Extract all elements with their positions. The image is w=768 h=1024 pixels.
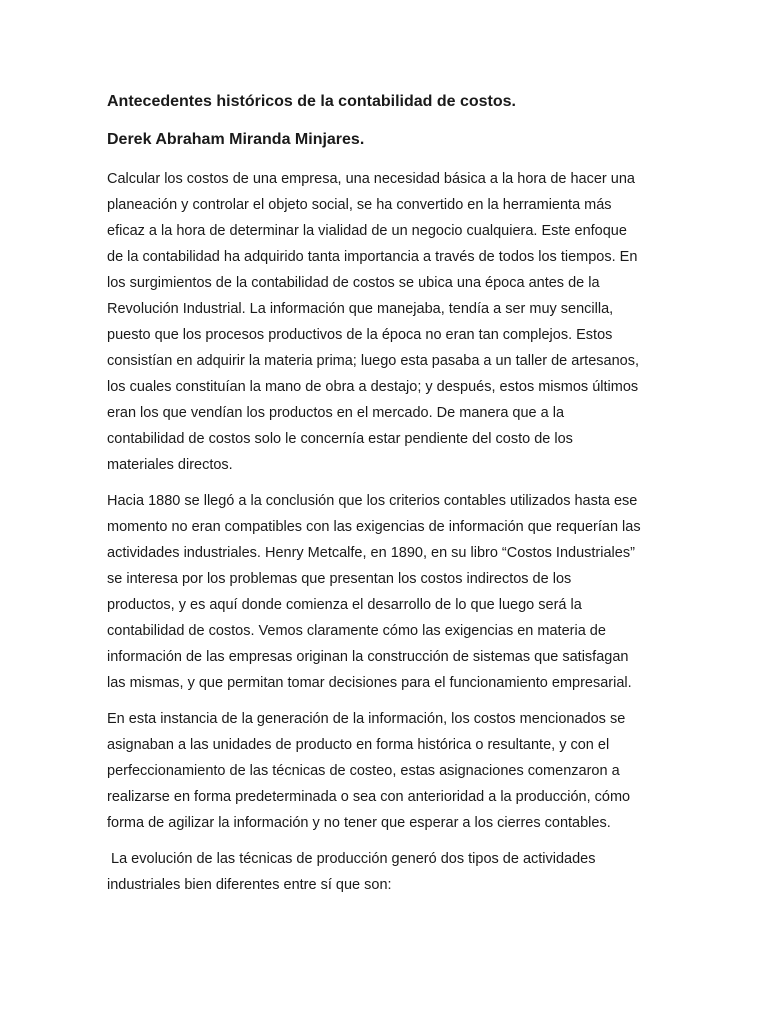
document-author: Derek Abraham Miranda Minjares. [107,131,365,148]
paragraph-line: Hacia 1880 se llegó a la conclusión que los criterios contables utilizados hasta ese [107,493,638,509]
paragraph-line: contabilidad de costos. Vemos claramente cómo las exigencias en materia de [107,623,606,639]
paragraph-line: industriales bien diferentes entre sí que son: [107,877,392,893]
paragraph-line: En esta instancia de la generación de la información, los costos mencionados se [107,711,626,727]
paragraph-line: Revolución Industrial. La información que manejaba, tendía a ser muy sencilla, [107,301,614,317]
paragraph-line: los surgimientos de la contabilidad de costos se ubica una época antes de la [107,275,600,291]
paragraph-line: puesto que los procesos productivos de la época no eran tan complejos. Estos [107,327,613,343]
paragraph-line: consistían en adquirir la materia prima; luego esta pasaba a un taller de artesanos, [107,353,639,369]
paragraph-line: actividades industriales. Henry Metcalfe, en 1890, en su libro “Costos Industriales” [107,545,635,561]
paragraph-line: eficaz a la hora de determinar la vialidad de un negocio cualquiera. Este enfoque [107,223,627,239]
paragraph-line: productos, y es aquí donde comienza el desarrollo de lo que luego será la [107,597,582,613]
paragraph-line: Calcular los costos de una empresa, una necesidad básica a la hora de hacer una [107,171,635,187]
paragraph-line: perfeccionamiento de las técnicas de costeo, estas asignaciones comenzaron a [107,763,620,779]
paragraph-line: planeación y controlar el objeto social, se ha convertido en la herramienta más [107,197,612,213]
document-page [107,88,667,908]
paragraph-line: contabilidad de costos solo le concernía estar pendiente del costo de los [107,431,573,447]
paragraph-line: información de las empresas originan la construcción de sistemas que satisfagan [107,649,629,665]
paragraph-1 [107,166,667,478]
document-title: Antecedentes históricos de la contabilidad de costos. [107,93,516,110]
paragraph-line: materiales directos. [107,457,233,473]
paragraph-line: forma de agilizar la información y no tener que esperar a los cierres contables. [107,815,611,831]
paragraph-line: eran los que vendían los productos en el mercado. De manera que a la [107,405,565,421]
paragraph-line: asignaban a las unidades de producto en forma histórica o resultante, y con el [107,737,610,753]
paragraph-line: realizarse en forma predeterminada o sea con anterioridad a la producción, cómo [107,789,631,805]
paragraph-line: se interesa por los problemas que presentan los costos indirectos de los [107,571,572,587]
paragraph-4 [107,846,667,898]
paragraph-line: los cuales constituían la mano de obra a destajo; y después, estos mismos últimos [107,379,639,395]
paragraph-line: La evolución de las técnicas de producción generó dos tipos de actividades [107,851,596,867]
paragraph-line: momento no eran compatibles con las exigencias de información que requerían las [107,519,641,535]
paragraph-2 [107,488,667,696]
paragraph-3 [107,706,667,836]
paragraph-line: las mismas, y que permitan tomar decisiones para el funcionamiento empresarial. [107,675,632,691]
paragraph-line: de la contabilidad ha adquirido tanta importancia a través de todos los tiempos. En [107,249,638,265]
